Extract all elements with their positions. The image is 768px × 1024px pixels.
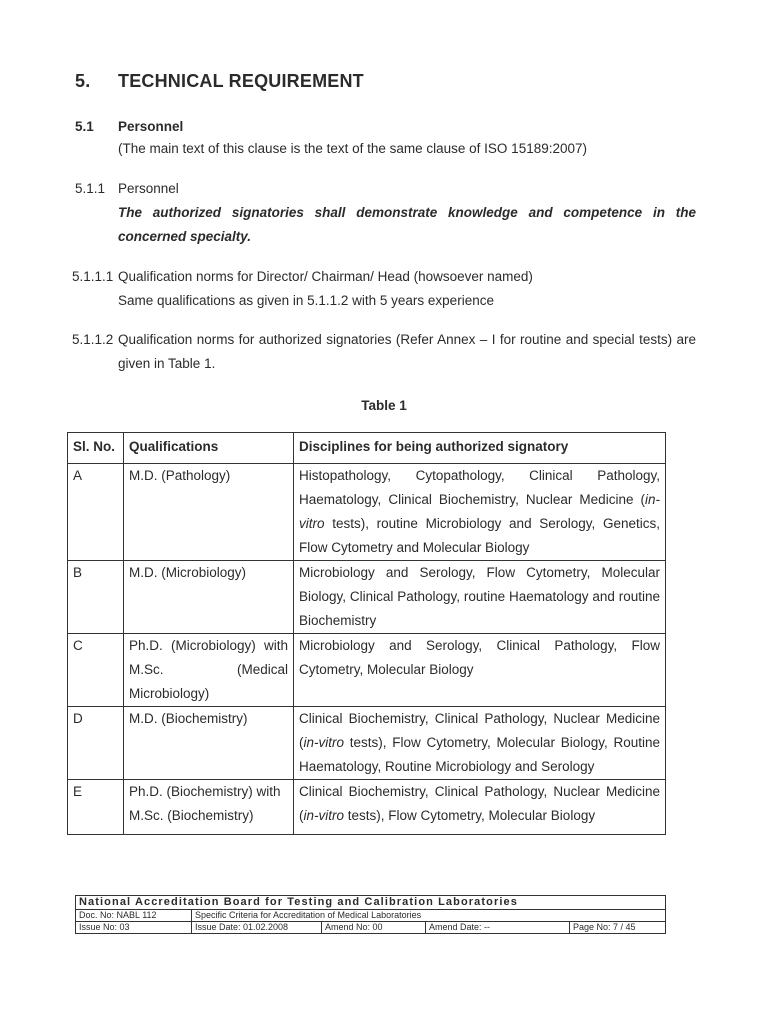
- table-row: [68, 561, 666, 634]
- disciplines-cell: Microbiology and Serology, Flow Cytometry, Molecular Biology, Clinical Pathology, routine Haematology and routine Biochemistry: [294, 561, 666, 634]
- sl-no-cell: B: [68, 561, 124, 634]
- clause-5-1-title: Personnel: [118, 119, 184, 134]
- footer-amend-date: Amend Date: --: [426, 922, 570, 934]
- qualification-cell: Ph.D. (Microbiology) with M.Sc. (Medical Microbiology): [124, 634, 294, 707]
- footer-amend-no: Amend No: 00: [322, 922, 426, 934]
- disciplines-cell: Histopathology, Cytopathology, Clinical Pathology, Haematology, Clinical Biochemistry, Nuclear Medicine (in-vitro tests), routine Microbiology and Serology, Genetics, Flow Cytometry and Molecular Biology: [294, 464, 666, 561]
- section-title: TECHNICAL REQUIREMENT: [118, 71, 364, 91]
- sl-no-cell: C: [68, 634, 124, 707]
- clause-5-1-1-2-text: Qualification norms for authorized signatories (Refer Annex – I for routine and special tests) are given in Table 1.: [118, 332, 696, 371]
- clause-5-1-1-statement: The authorized signatories shall demonstrate knowledge and competence in the concerned specialty.: [118, 205, 696, 244]
- footer-doc-title: Specific Criteria for Accreditation of Medical Laboratories: [192, 910, 666, 922]
- footer-issue-no: Issue No: 03: [76, 922, 192, 934]
- table-row: [68, 707, 666, 780]
- qualification-cell: Ph.D. (Biochemistry) with M.Sc. (Biochemistry): [124, 780, 294, 835]
- footer-page-no: Page No: 7 / 45: [570, 922, 666, 934]
- disciplines-cell: Clinical Biochemistry, Clinical Pathology, Nuclear Medicine (in-vitro tests), Flow Cytometry, Molecular Biology, Routine Haematology, Routine Microbiology and Serology: [294, 707, 666, 780]
- sl-no-cell: E: [68, 780, 124, 835]
- clause-5-1-1-1-number: 5.1.1.1: [72, 269, 114, 284]
- table-row: [68, 780, 666, 835]
- clause-5-1-note: (The main text of this clause is the text of the same clause of ISO 15189:2007): [118, 141, 587, 156]
- disciplines-cell: Microbiology and Serology, Clinical Pathology, Flow Cytometry, Molecular Biology: [294, 634, 666, 707]
- header-qualifications: Qualifications: [124, 433, 294, 464]
- footer-doc-no: Doc. No: NABL 112: [76, 910, 192, 922]
- header-disciplines: Disciplines for being authorized signatory: [294, 433, 666, 464]
- qualification-table: [67, 432, 666, 835]
- qualification-cell: M.D. (Biochemistry): [124, 707, 294, 780]
- footer-organization: National Accreditation Board for Testing and Calibration Laboratories: [76, 896, 666, 910]
- document-footer: [75, 895, 666, 934]
- clause-5-1-number: 5.1: [75, 119, 94, 134]
- sl-no-cell: A: [68, 464, 124, 561]
- footer-issue-date: Issue Date: 01.02.2008: [192, 922, 322, 934]
- clause-5-1-1-2-number: 5.1.1.2: [72, 332, 114, 347]
- qualification-cell: M.D. (Pathology): [124, 464, 294, 561]
- clause-5-1-1-1-text: Same qualifications as given in 5.1.1.2 with 5 years experience: [118, 293, 494, 308]
- header-sl-no: Sl. No.: [68, 433, 124, 464]
- clause-5-1-1-1-title: Qualification norms for Director/ Chairman/ Head (howsoever named): [118, 269, 533, 284]
- disciplines-cell: Clinical Biochemistry, Clinical Pathology, Nuclear Medicine (in-vitro tests), Flow Cytometry, Molecular Biology: [294, 780, 666, 835]
- clause-5-1-1-number: 5.1.1: [75, 181, 106, 196]
- table-row: [68, 464, 666, 561]
- qualification-cell: M.D. (Microbiology): [124, 561, 294, 634]
- table-caption: Table 1: [361, 398, 407, 413]
- section-number: 5.: [75, 71, 91, 91]
- table-header-row: [68, 433, 666, 464]
- table-row: [68, 634, 666, 707]
- sl-no-cell: D: [68, 707, 124, 780]
- clause-5-1-1-title: Personnel: [118, 181, 179, 196]
